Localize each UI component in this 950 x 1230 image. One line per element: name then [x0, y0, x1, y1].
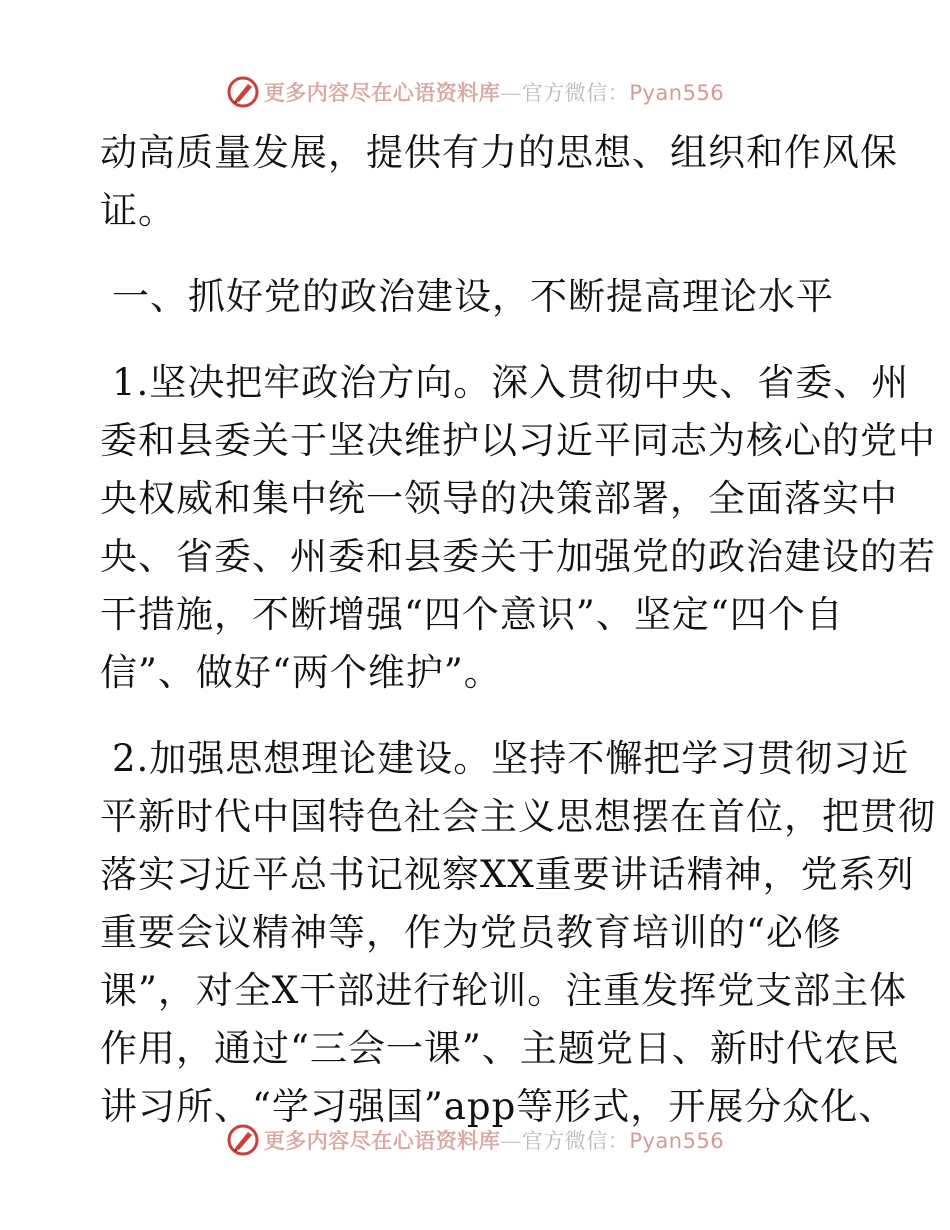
text-line: 证。 [100, 189, 176, 232]
watermark-wechat-id: Pyan556 [629, 81, 725, 105]
watermark-text [264, 1125, 724, 1155]
watermark-text [264, 77, 724, 107]
paragraph-intro-tail [100, 124, 898, 240]
paragraph-item-1 [100, 354, 936, 702]
watermark-brand: 更多内容尽在心语资料库 [263, 1128, 501, 1153]
text-line: 讲习所、“学习强国”app等形式，开展分众化、 [100, 1085, 897, 1128]
watermark-label: 官方微信： [521, 1129, 630, 1153]
heading-line: 一、抓好党的政治建设，不断提高理论水平 [112, 275, 834, 318]
header-watermark [0, 72, 950, 112]
text-line: 作用，通过“三会一课”、主题党日、新时代农民 [100, 1027, 900, 1070]
watermark-separator: — [500, 1129, 522, 1153]
text-line: 动高质量发展，提供有力的思想、组织和作风保 [100, 131, 898, 174]
pen-logo-icon [226, 75, 260, 109]
text-line: 央权威和集中统一领导的决策部署，全面落实中 [100, 477, 898, 520]
footer-watermark [0, 1120, 950, 1160]
watermark-label: 官方微信： [521, 81, 630, 105]
text-line: 2.加强思想理论建设。坚持不懈把学习贯彻习近 [112, 737, 910, 780]
text-line: 委和县委关于坚决维护以习近平同志为核心的党中 [100, 419, 936, 462]
pen-logo-icon [226, 1123, 260, 1157]
watermark-wechat-id: Pyan556 [629, 1129, 725, 1153]
text-line: 干措施，不断增强“四个意识”、坚定“四个自 [100, 593, 844, 636]
paragraph-item-2 [100, 730, 936, 1136]
watermark-brand: 更多内容尽在心语资料库 [263, 80, 501, 105]
text-line: 信”、做好“两个维护”。 [100, 651, 502, 694]
text-line: 央、省委、州委和县委关于加强党的政治建设的若 [100, 535, 936, 578]
text-line: 重要会议精神等，作为党员教育培训的“必修 [100, 911, 842, 954]
text-line: 1.坚决把牢政治方向。深入贯彻中央、省委、州 [112, 361, 910, 404]
section-heading [100, 268, 860, 326]
text-line: 落实习近平总书记视察XX重要讲话精神，党系列 [100, 853, 915, 896]
watermark-separator: — [500, 81, 522, 105]
text-line: 课”，对全X干部进行轮训。注重发挥党支部主体 [100, 969, 908, 1012]
document-body [100, 124, 936, 1136]
text-line: 平新时代中国特色社会主义思想摆在首位，把贯彻 [100, 795, 936, 838]
